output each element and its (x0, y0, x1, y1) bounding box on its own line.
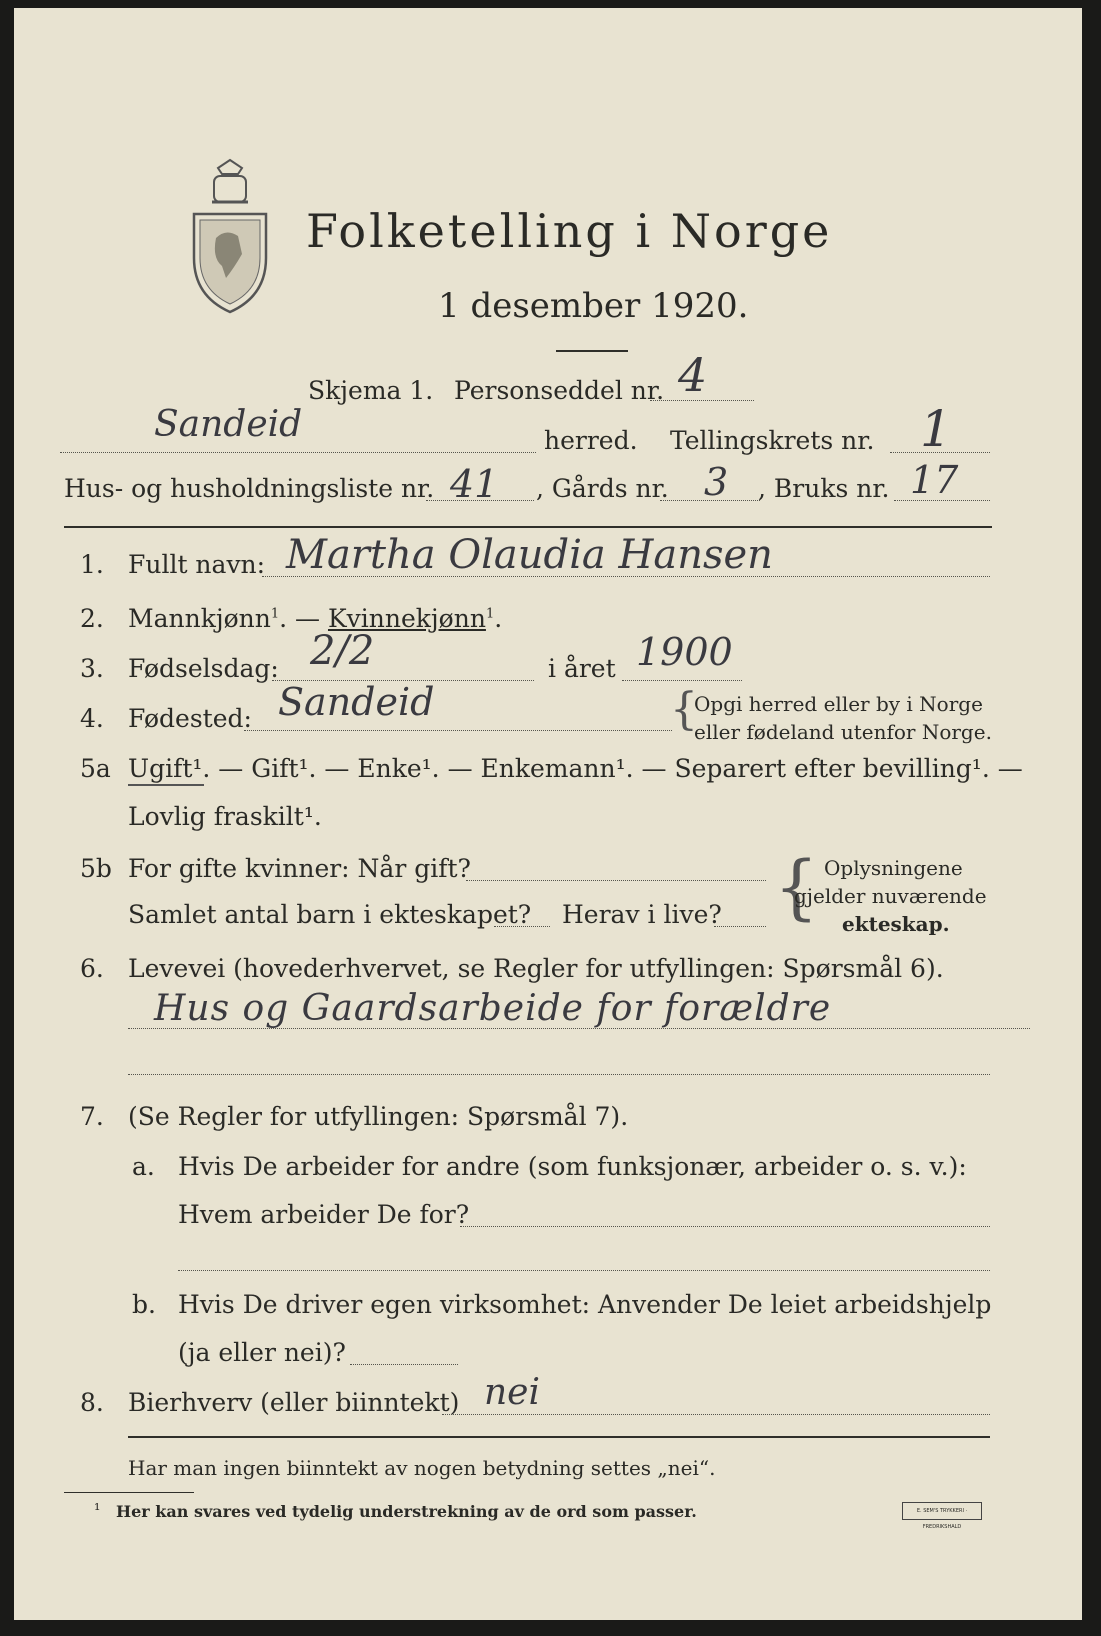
q4-label: Fødested: (128, 704, 252, 733)
bruks-label: , Bruks nr. (758, 474, 890, 503)
q7-label: (Se Regler for utfyllingen: Spørsmål 7). (128, 1102, 629, 1131)
q8-value: nei (484, 1372, 541, 1413)
q5b-line-2: Samlet antal barn i ekteskapet? (128, 900, 532, 929)
q2-number: 2. (80, 604, 104, 633)
tellingskrets-value: 1 (920, 400, 952, 458)
hus-value: 41 (450, 462, 499, 506)
personseddel-value: 4 (678, 348, 708, 402)
q5b-note-1: Oplysningene (824, 856, 963, 880)
q5b-number: 5b (80, 854, 112, 883)
q7a-line-2: Hvem arbeider De for? (178, 1200, 470, 1229)
q5a-line-2: Lovlig fraskilt¹. (128, 802, 322, 831)
q2-mann: Mannkjønn (128, 604, 271, 633)
q5b-note-3: ekteskap. (842, 912, 950, 936)
hus-label: Hus- og husholdningsliste nr. (64, 474, 435, 503)
q6-label: Levevei (hovederhvervet, se Regler for utfyllingen: Spørsmål 6). (128, 954, 944, 983)
q3-year-value: 1900 (636, 630, 733, 674)
q5b-line-2b: Herav i live? (562, 900, 722, 929)
herred-label: herred. (544, 426, 638, 455)
q7b-line-2: (ja eller nei)? (178, 1338, 346, 1367)
q7-number: 7. (80, 1102, 104, 1131)
q3-label: Fødselsdag: (128, 654, 279, 683)
q6-line-2 (128, 1074, 990, 1075)
q1-label: Fullt navn: (128, 550, 266, 579)
form-title: Folketelling i Norge (306, 204, 833, 258)
q6-number: 6. (80, 954, 104, 983)
footer-note: Har man ingen biinntekt av nogen betydning settes „nei“. (128, 1456, 716, 1480)
q4-line (244, 730, 672, 731)
printer-stamp: E. SEM'S TRYKKERI · FREDRIKSHALD (902, 1502, 982, 1520)
q5b-line-2b-dots (714, 926, 766, 927)
q1-number: 1. (80, 550, 104, 579)
q5b-line-2-dots (494, 926, 550, 927)
q7b-line-1: Hvis De driver egen virksomhet: Anvender De leiet arbeidshjelp (178, 1290, 992, 1319)
footnote-mark: ¹ (94, 1500, 101, 1519)
q4-brace: { (670, 684, 698, 735)
q4-number: 4. (80, 704, 104, 733)
census-form (14, 8, 1082, 1620)
q5a-ugift-underline (128, 784, 204, 786)
tellingskrets-label: Tellingskrets nr. (670, 426, 875, 455)
q7b-number: b. (132, 1290, 156, 1319)
gards-label: , Gårds nr. (536, 474, 669, 503)
q7b-line-2-dots (350, 1364, 458, 1365)
q2-sep: . — (279, 604, 328, 633)
q5b-line-1: For gifte kvinner: Når gift? (128, 854, 471, 883)
q5b-note-2: gjelder nuværende (794, 884, 987, 908)
herred-line (60, 452, 536, 453)
q2-label: Mannkjønn$^1$. — Kvinnekjønn$^1$. (128, 604, 503, 633)
q5a-number: 5a (80, 754, 111, 783)
q4-note-1: Opgi herred eller by i Norge (694, 692, 983, 716)
q3-number: 3. (80, 654, 104, 683)
footnote-rule (64, 1492, 194, 1493)
q7a-line-3-dots (178, 1270, 990, 1271)
form-subtitle: 1 desember 1920. (438, 286, 749, 326)
q7a-line-1: Hvis De arbeider for andre (som funksjonær, arbeider o. s. v.): (178, 1152, 967, 1181)
q3-value: 2/2 (310, 628, 375, 674)
personseddel-label: Personseddel nr. (454, 376, 665, 405)
q1-value: Martha Olaudia Hansen (286, 532, 773, 578)
q4-value: Sandeid (278, 680, 435, 724)
q4-note-2: eller fødeland utenfor Norge. (694, 720, 992, 744)
footer-separator (128, 1436, 990, 1438)
q8-line (442, 1414, 990, 1415)
skjema-label: Skjema 1. (308, 376, 434, 405)
q5a-line-1: Ugift¹. — Gift¹. — Enke¹. — Enkemann¹. — Separert efter bevilling¹. — (128, 754, 1023, 783)
bruks-value: 17 (910, 458, 959, 502)
q5b-brace: { (774, 846, 819, 928)
coat-of-arms-icon (182, 158, 278, 318)
q3-year-line (622, 680, 742, 681)
herred-value: Sandeid (154, 404, 303, 445)
q7a-line-2-dots (460, 1226, 990, 1227)
q6-value: Hus og Gaardsarbeide for forældre (154, 988, 832, 1029)
q8-label: Bierhverv (eller biinntekt) (128, 1388, 460, 1417)
footnote-text: Her kan svares ved tydelig understrekning av de ord som passer. (116, 1502, 697, 1521)
q2-end: . (494, 604, 503, 633)
q8-number: 8. (80, 1388, 104, 1417)
q5b-line-1-dots (466, 880, 766, 881)
q2-kvinne: Kvinnekjønn (327, 604, 486, 633)
q3-year-label: i året (548, 654, 616, 683)
q7a-number: a. (132, 1152, 155, 1181)
title-divider (556, 350, 628, 352)
header-separator (64, 526, 992, 528)
gards-value: 3 (704, 460, 729, 504)
